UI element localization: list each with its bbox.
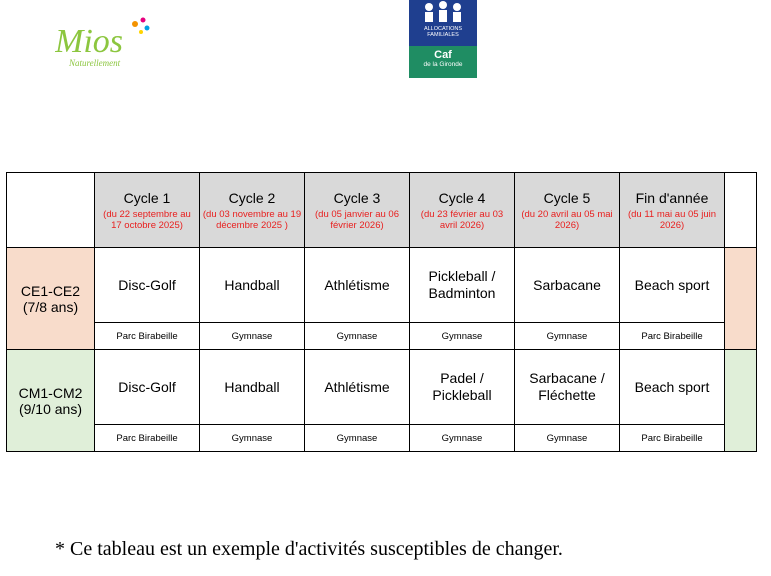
cycle-title: Cycle 1 <box>123 189 171 206</box>
cycle-dates: (du 05 janvier au 06 février 2026) <box>315 208 399 231</box>
activity-table <box>6 172 757 452</box>
side-color-cell <box>725 248 757 350</box>
table-header-row <box>7 173 757 248</box>
cycle-header <box>305 173 410 248</box>
activity-cell: Handball <box>200 350 305 425</box>
activity-cell: Beach sport <box>620 248 725 323</box>
location-cell: Parc Birabeille <box>95 323 200 350</box>
cycle-dates: (du 11 mai au 05 juin 2026) <box>627 208 717 231</box>
caf-logo-top <box>409 0 477 46</box>
cycle-title: Cycle 4 <box>438 189 486 206</box>
caf-alloc-text <box>409 26 477 38</box>
caf-family-icon <box>409 0 477 26</box>
activity-cell: Pickleball / Badminton <box>410 248 515 323</box>
activity-cell: Athlétisme <box>305 350 410 425</box>
location-cell: Gymnase <box>305 425 410 452</box>
group-name: CE1-CE2 <box>20 282 81 299</box>
corner-cell <box>7 173 95 248</box>
cycle-dates: (du 03 novembre au 19 décembre 2025 ) <box>202 208 302 231</box>
caf-name: Caf <box>434 49 452 61</box>
location-cell: Gymnase <box>410 323 515 350</box>
cycle-header <box>95 173 200 248</box>
footnote: * Ce tableau est un exemple d'activités susceptibles de changer. <box>55 538 563 560</box>
location-cell: Gymnase <box>305 323 410 350</box>
cycle-dates: (du 22 septembre au 17 octobre 2025) <box>103 208 191 231</box>
group-age: (9/10 ans) <box>18 400 83 417</box>
group-label-ce <box>7 248 95 350</box>
mios-logo-graphic <box>55 12 155 72</box>
location-cell: Gymnase <box>200 323 305 350</box>
side-color-cell <box>725 350 757 452</box>
location-cell: Gymnase <box>515 323 620 350</box>
caf-line1: ALLOCATIONS <box>423 26 463 32</box>
caf-line2: FAMILIALES <box>427 32 459 38</box>
group-label-cm <box>7 350 95 452</box>
table-row <box>7 350 757 425</box>
activity-cell: Handball <box>200 248 305 323</box>
cycle-header <box>515 173 620 248</box>
activity-cell: Sarbacane <box>515 248 620 323</box>
group-name: CM1-CM2 <box>18 384 83 401</box>
location-cell: Gymnase <box>515 425 620 452</box>
location-cell: Parc Birabeille <box>620 425 725 452</box>
activity-cell: Padel / Pickleball <box>410 350 515 425</box>
cycle-header <box>620 173 725 248</box>
caf-sub: de la Gironde <box>423 61 463 68</box>
activity-cell: Athlétisme <box>305 248 410 323</box>
cycle-title: Cycle 5 <box>543 189 591 206</box>
cycle-dates: (du 20 avril au 05 mai 2026) <box>521 208 613 231</box>
caf-logo <box>409 0 477 78</box>
table-row <box>7 425 757 452</box>
mios-logo-tagline: Naturellement <box>69 58 121 68</box>
cycle-title: Fin d'année <box>635 189 709 206</box>
cycle-title: Cycle 3 <box>333 189 381 206</box>
mios-logo <box>55 12 155 72</box>
side-blank-cell <box>725 173 757 248</box>
cycle-header <box>410 173 515 248</box>
location-cell: Gymnase <box>200 425 305 452</box>
group-age: (7/8 ans) <box>22 298 79 315</box>
table-row <box>7 248 757 323</box>
cycle-title: Cycle 2 <box>228 189 276 206</box>
activity-cell: Sarbacane / Fléchette <box>515 350 620 425</box>
location-cell: Parc Birabeille <box>620 323 725 350</box>
location-cell: Parc Birabeille <box>95 425 200 452</box>
caf-logo-bottom <box>409 46 477 78</box>
table-row <box>7 323 757 350</box>
cycle-header <box>200 173 305 248</box>
cycle-dates: (du 23 février au 03 avril 2026) <box>420 208 504 231</box>
mios-logo-text: Mios <box>55 23 123 60</box>
activity-cell: Beach sport <box>620 350 725 425</box>
activity-cell: Disc-Golf <box>95 350 200 425</box>
location-cell: Gymnase <box>410 425 515 452</box>
activity-cell: Disc-Golf <box>95 248 200 323</box>
